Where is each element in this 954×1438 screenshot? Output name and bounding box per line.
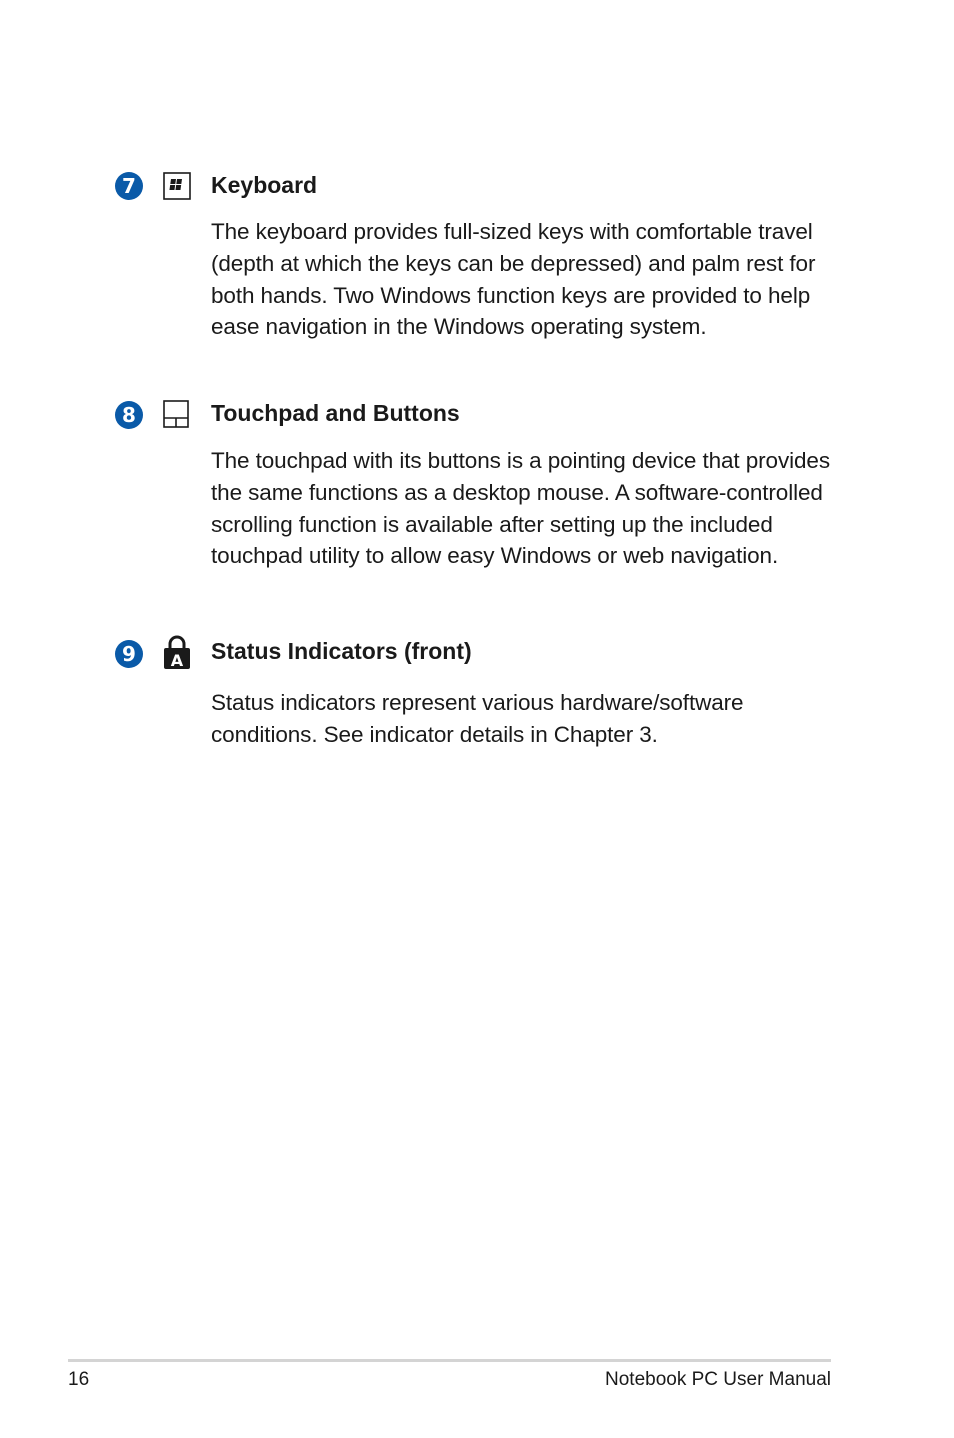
keyboard-description: The keyboard provides full-sized keys with comfortable travel (depth at which the keys can be depressed) and palm rest for both hands. Two Windows function keys are provided to help ease navigation in the Windows operating system. <box>211 219 816 340</box>
caps-lock-icon <box>162 634 192 670</box>
status-indicators-description: Status indicators represent various hardware/software conditions. See indicator details in Chapter 3. <box>211 690 744 747</box>
number-badge-7: 7 <box>115 172 143 200</box>
keyboard-heading: Keyboard <box>211 172 318 198</box>
manual-title: Notebook PC User Manual <box>605 1369 831 1390</box>
touchpad-description: The touchpad with its buttons is a pointing device that provides the same functions as a desktop mouse. A software-controlled scrolling function is available after setting up the included touchpad utility to allow easy Windows or web navigation. <box>211 448 830 569</box>
caps-lock-letter: A <box>170 651 184 670</box>
page-number: 16 <box>68 1369 90 1390</box>
touchpad-heading: Touchpad and Buttons <box>211 400 460 426</box>
number-badge-8: 8 <box>115 401 143 429</box>
touchpad-icon <box>162 399 192 429</box>
status-indicators-heading: Status Indicators (front) <box>211 638 472 664</box>
footer-divider <box>68 1359 831 1362</box>
windows-key-icon <box>162 171 192 201</box>
number-badge-9: 9 <box>115 640 143 668</box>
